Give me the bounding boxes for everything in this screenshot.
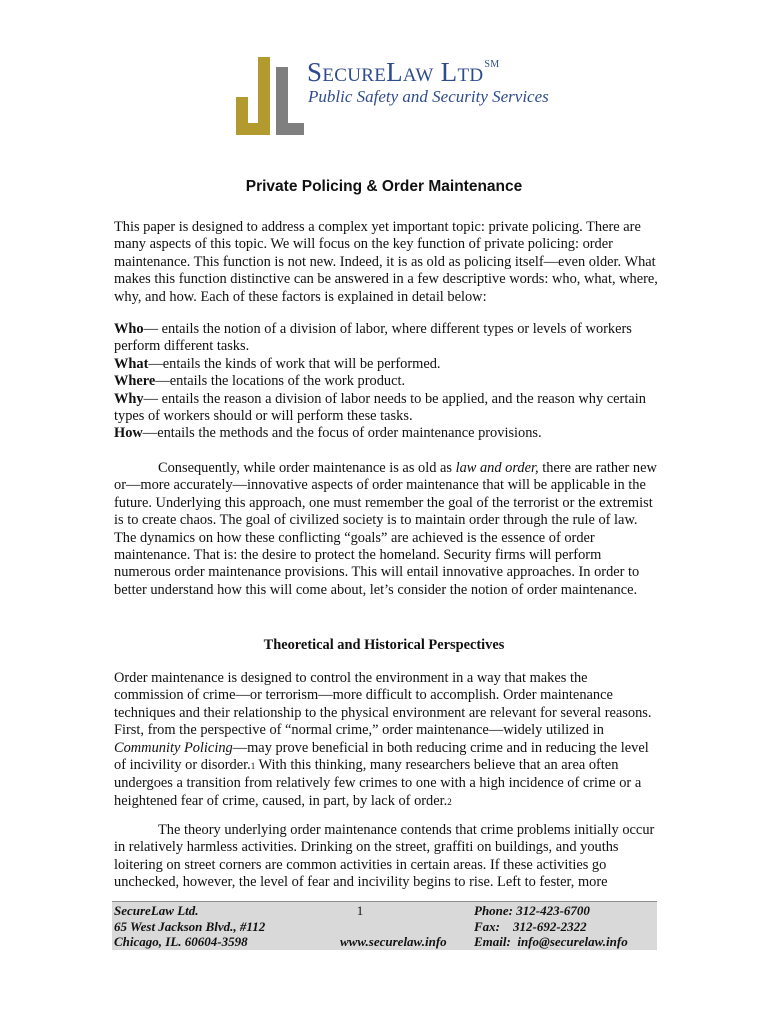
body-paragraph-2: Consequently, while order maintenance is as old as law and order, there are rather new or—more accurately—innovative aspects of order maintenance that will be applicable in the future. Underlying this approach, one must remember the goal of the terrorist or the extremist is to create chaos. The goal of civilized society is to maintain order through the rule of law. The dynamics on how these conflicting “goals” are achieved is the essence of order maintenance. That is: the desire to protect the homeland. Security firms will perform numerous order maintenance provisions. This will entail innovative approaches. In order to better understand how this will come about, let’s consider the notion of order maintenance. xyxy=(114,460,657,598)
page-number: 1 xyxy=(356,903,364,918)
body-paragraph-4: The theory underlying order maintenance contends that crime problems initially occur in relatively harmless activities. Drinking on the street, graffiti on buildings, and youths loitering on street corners are common activities in certain areas. If these activities go unchecked, however, the level of fear and incivility begins to rise. Left to fester, more xyxy=(114,822,655,891)
definitions-list xyxy=(114,321,658,443)
logo-mark-icon xyxy=(234,57,306,137)
document-title: Private Policing & Order Maintenance xyxy=(245,178,523,195)
section-heading: Theoretical and Historical Perspectives xyxy=(263,637,505,653)
definition-who: Who— entails the notion of a division of labor, where different types or levels of workers perform different tasks. xyxy=(114,321,632,355)
footer-company: SecureLaw Ltd. xyxy=(114,903,199,918)
footer-fax: Fax: 312-692-2322 xyxy=(474,918,587,934)
footnote-ref-1[interactable]: 1 xyxy=(250,761,256,772)
footer-center xyxy=(336,903,456,919)
body-paragraph-3: Order maintenance is designed to control the environment in a way that makes the commission of crime—or terrorism—more difficult to accomplish. Order maintenance techniques and their relationship to the physical environment are relevant for several reasons. First, from the perspective of “normal crime,” order maintenance—widely utilized in Community Policing—may prove beneficial in both reducing crime and in reducing the level of incivility or disorder.1 With this thinking, many researchers believe that an area often undergoes a transition from relatively few crimes to one with a high incidence of crime or a heightened fear of crime, caused, in part, by lack of order.2 xyxy=(114,670,652,809)
footer-city: Chicago, IL. 60604-3598 xyxy=(114,934,248,949)
footer-phone: Phone: 312-423-6700 xyxy=(474,903,590,918)
footer-contact xyxy=(474,903,628,950)
footer-website-link[interactable]: www.securelaw.info xyxy=(340,934,447,949)
company-logo xyxy=(234,57,554,137)
logo-company-name: SecureLaw Ltd℠ xyxy=(307,57,500,87)
logo-tagline: Public Safety and Security Services xyxy=(308,87,549,106)
footer-address xyxy=(114,903,265,950)
definition-what: What—entails the kinds of work that will be performed. xyxy=(114,355,441,372)
footer-email-link[interactable]: Email: info@securelaw.info xyxy=(474,934,628,949)
intro-paragraph: This paper is designed to address a complex yet important topic: private policing. There are many aspects of this topic. We will focus on the key function of private policing: order maintenance. This function is not new. Indeed, it is as old as policing itself—even older. What makes this function distinctive can be answered in a few descriptive words: who, what, where, why, and how. Each of these factors is explained in detail below: xyxy=(114,219,658,305)
footnote-ref-2[interactable]: 2 xyxy=(447,796,452,807)
definition-how: How—entails the methods and the focus of order maintenance provisions. xyxy=(114,425,542,442)
page-footer xyxy=(112,901,657,950)
definition-why: Why— entails the reason a division of labor needs to be applied, and the reason why certain types of workers should or will perform these tasks. xyxy=(114,390,646,425)
definition-where: Where—entails the locations of the work product. xyxy=(114,373,406,390)
footer-street: 65 West Jackson Blvd., #112 xyxy=(114,918,266,934)
